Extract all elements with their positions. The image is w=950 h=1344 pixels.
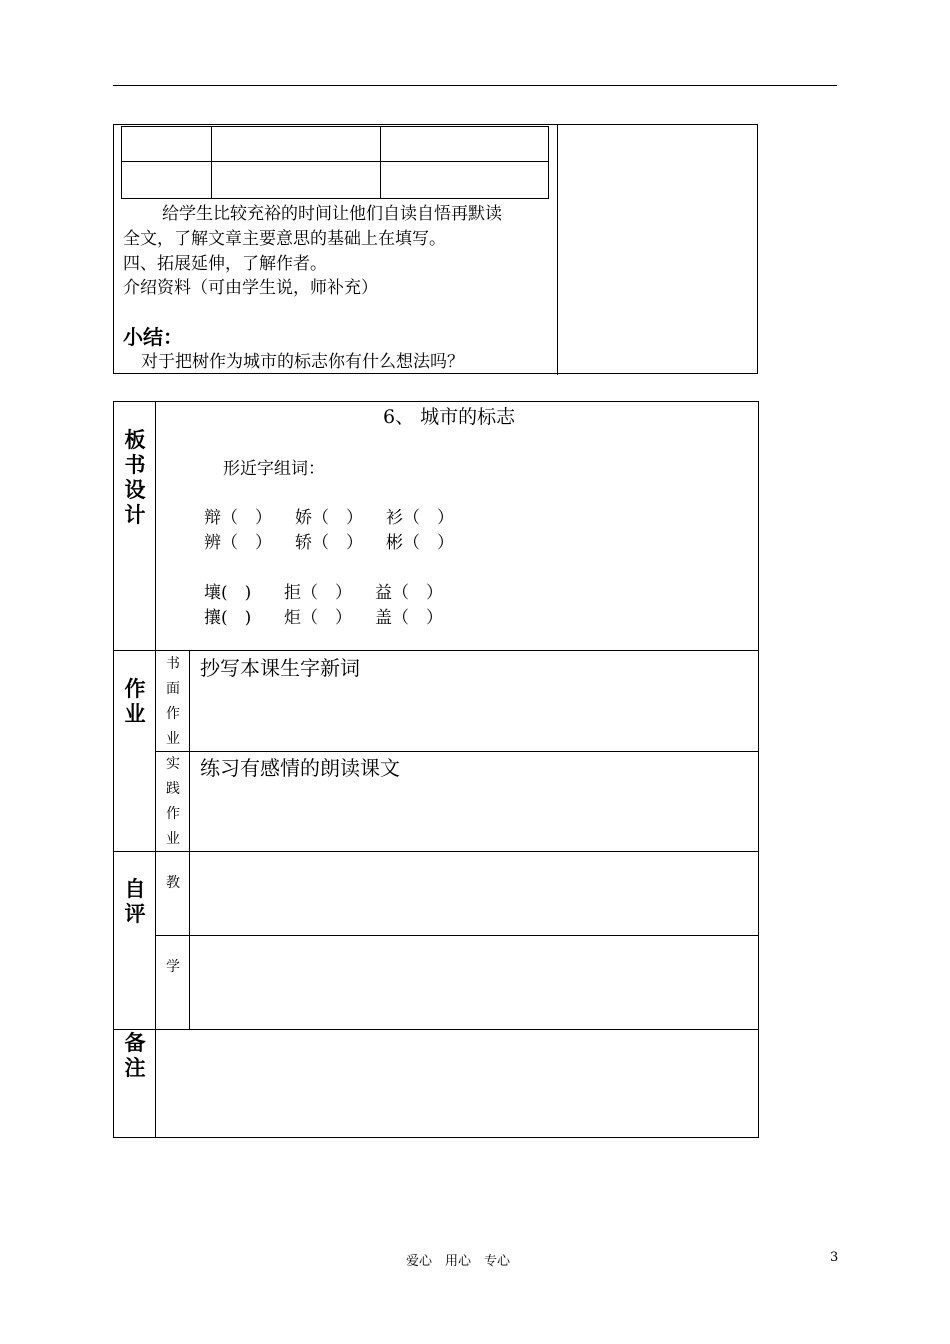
board-design-label: 板 书 设 计 bbox=[124, 428, 146, 527]
step-four: 四、拓展延伸，了解作者。 bbox=[123, 254, 327, 274]
word-cell: 娇（ ） bbox=[295, 508, 363, 528]
fill-in-table-col-divider bbox=[211, 126, 212, 199]
practice-homework-text: 练习有感情的朗读课文 bbox=[200, 756, 400, 780]
homework-label: 作 业 bbox=[124, 677, 146, 726]
word-cell: 拒（ ） bbox=[284, 583, 352, 603]
row-divider-eval-end bbox=[113, 1029, 759, 1030]
fill-in-table bbox=[121, 126, 549, 199]
word-cell: 炬（ ） bbox=[284, 608, 352, 628]
row-divider-eval bbox=[155, 935, 759, 936]
fill-in-table-row-divider bbox=[121, 161, 549, 162]
word-cell: 轿（ ） bbox=[295, 533, 363, 553]
word-cell: 壤( ) bbox=[204, 583, 252, 603]
word-cell: 盖（ ） bbox=[375, 608, 443, 628]
para1-line1: 给学生比较充裕的时间让他们自读自悟再默读 bbox=[162, 204, 502, 224]
teacher-eval-label: 教 bbox=[166, 875, 180, 891]
intro-text: 介绍资料（可由学生说，师补充） bbox=[123, 278, 378, 298]
row-divider-homework-end bbox=[113, 851, 759, 852]
notes-label: 备 注 bbox=[124, 1031, 146, 1080]
summary-heading: 小结： bbox=[123, 325, 183, 349]
board-subtitle: 形近字组词： bbox=[223, 459, 325, 479]
fill-in-table-col-divider bbox=[380, 126, 381, 199]
footer-motto: 爱心 用心 专心 bbox=[406, 1254, 511, 1269]
sublabel-column-divider bbox=[189, 650, 190, 1029]
para1-line2: 全文，了解文章主要意思的基础上在填写。 bbox=[123, 229, 446, 249]
lesson-table-divider bbox=[557, 124, 558, 375]
written-homework-text: 抄写本课生字新词 bbox=[200, 656, 360, 680]
student-eval-label: 学 bbox=[166, 959, 180, 975]
header-rule bbox=[113, 85, 837, 86]
word-cell: 彬（ ） bbox=[386, 533, 454, 553]
board-title: 6、 城市的标志 bbox=[383, 406, 516, 428]
word-cell: 衫（ ） bbox=[386, 508, 454, 528]
word-cell: 攘( ) bbox=[204, 608, 252, 628]
self-eval-label: 自 评 bbox=[124, 877, 146, 926]
word-cell: 辨（ ） bbox=[204, 533, 272, 553]
practice-homework-label: 实 践 作 业 bbox=[166, 756, 180, 847]
summary-text: 对于把树作为城市的标志你有什么想法吗？ bbox=[141, 352, 464, 372]
word-cell: 辩（ ） bbox=[204, 508, 272, 528]
page-number: 3 bbox=[830, 1250, 839, 1265]
word-cell: 益（ ） bbox=[375, 583, 443, 603]
row-divider-board bbox=[113, 650, 759, 651]
written-homework-label: 书 面 作 业 bbox=[166, 656, 180, 747]
